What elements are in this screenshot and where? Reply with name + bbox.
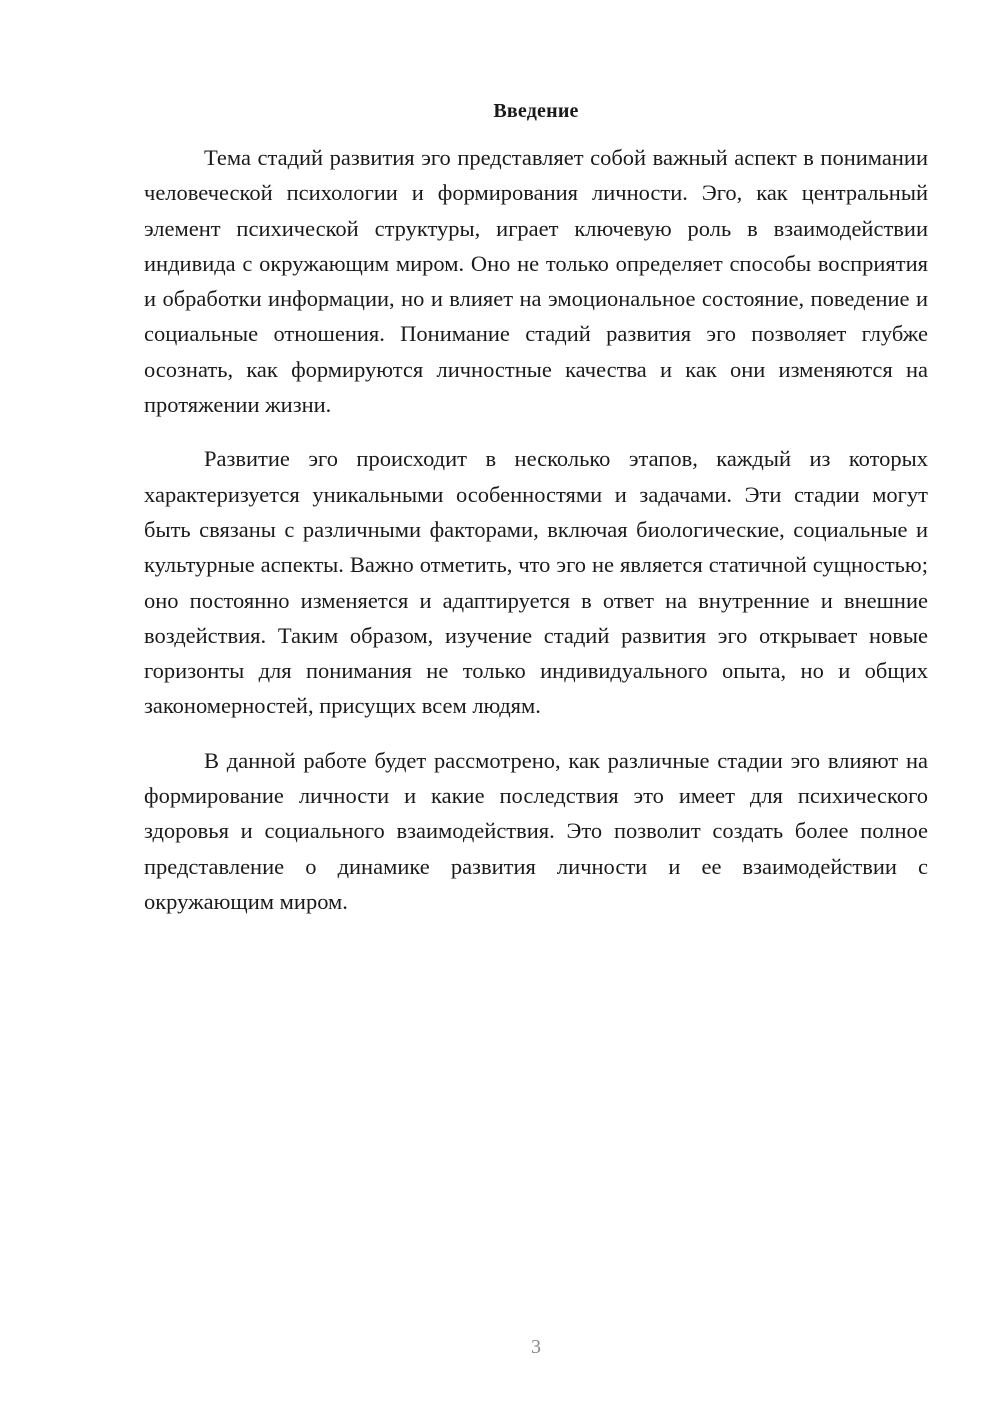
paragraph-3: В данной работе будет рассмотрено, как различные стадии эго влияют на формирование личности и какие последствия это имеет для психического здоровья и социального взаимодействия. Это позволит создать более полное представление о динамике развития личности и ее взаимодействии с окружающим миром.	[144, 747, 928, 914]
paragraph-1: Тема стадий развития эго представляет собой важный аспект в понимании человеческой психологии и формирования личности. Эго, как центральный элемент психической структуры, играет ключевую роль в взаимодействии индивида с окружающим миром. Оно не только определяет способы восприятия и обработки информации, но и влияет на эмоциональное состояние, поведение и социальные отношения. Понимание стадий развития эго позволяет глубже осознать, как формируются личностные качества и как они изменяются на протяжении жизни.	[144, 145, 928, 418]
body-text	[144, 140, 928, 919]
page-title: Введение	[493, 100, 579, 122]
paragraph-2: Развитие эго происходит в несколько этапов, каждый из которых характеризуется уникальными особенностями и задачами. Эти стадии могут быть связаны с различными факторами, включая биологические, социальные и культурные аспекты. Важно отметить, что эго не является статичной сущностью; оно постоянно изменяется и адаптируется в ответ на внутренние и внешние воздействия. Таким образом, изучение стадий развития эго открывает новые горизонты для понимания не только индивидуального опыта, но и общих закономерностей, присущих всем людям.	[144, 446, 928, 719]
page-number: 3	[531, 1336, 541, 1358]
